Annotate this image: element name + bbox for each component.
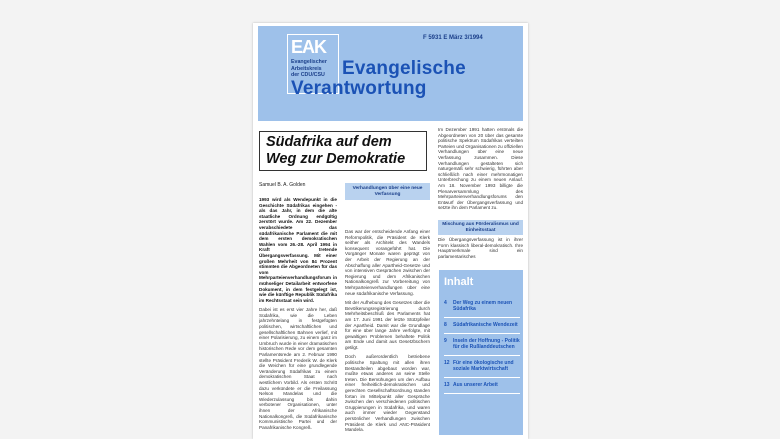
logo-line: Evangelischer	[291, 59, 327, 65]
logo-mark: EAK	[291, 37, 327, 57]
toc-item-title: Der Weg zu einem neuen Südafrika	[453, 300, 513, 312]
headline-line-1: Südafrika auf dem	[266, 134, 392, 150]
logo-line: Arbeitskreis	[291, 65, 322, 72]
body-paragraph: Mit der Aufhebung des Gesetzes über die Bevölkerungsregistrierung durch Mehrheitsbeschluß des Parlaments hat am 17. Juni 1991 der letzte Stützpfeiler der Apartheid. Damit war die Grundlage für eine über lange Jahre verfolgte, mit gewaltigen Problemen behaftete Politik am Ende und damit aus Gesetzbüchern getilgt.	[345, 300, 430, 350]
toc-item-title: Für eine ökologische und soziale Marktwirtschaft	[453, 360, 514, 372]
toc-item[interactable]	[444, 334, 520, 356]
newsletter-page	[253, 23, 528, 439]
toc-item-title: Inseln der Hoffnung - Politik für die Rußlanddeutschen	[453, 338, 520, 350]
body-paragraph: Doch außerordentlich betriebene politische Spaltung mit allen ihren Bestandteilen abgebaut worden war, mußte etwas anderes an seine Stelle treten. Die Bemühungen um den Aufbau einer freiheitlich-demokratischen und gerechten Gesellschaftsordnung standen fortan im Mittelpunkt aller Gespräche zwischen den verschiedenen politischen Gruppierungen in Südafrika, und waren auch immer wieder Gegenstand persönlicher Verhandlungen zwischen Präsident de Klerk und ANC-Präsident Mandela.	[345, 354, 430, 433]
toc-page-number: 12	[444, 360, 450, 366]
issue-number: F 5931 E März 3/1994	[423, 35, 483, 41]
body-paragraph: Das war der entscheidende Anfang einer Reformpolitik, die Präsident de Klerk seither als Architekt des Wandels konsequent vorangeführt hat. Die Vorgänger Monate waren geprägt von der Arbeit der Regierung an der Abschaffung aller Apartheid-Gesetze und von intensiven Gesprächen zwischen der Regierung und dem Afrikanischen Nationalkongreß zur Vorbereitung von Mehrparteienverhandlungen über eine neue südafrikanische Verfassung.	[345, 229, 430, 296]
subhead-mischung: Mischung aus Förderalismus und Einheitsstaat	[438, 220, 523, 235]
toc-item[interactable]	[444, 296, 520, 318]
article-column-3	[438, 127, 523, 227]
body-paragraph: Dabei ist es erst vier Jahre her, daß Südafrika, wie die Leben jahrzehntelang in festgefügten politischen, wirtschaftlichen und gesellschaftlichen Bahnen verlief, mit einer Polarisierung, zu einem ganz im Umbruch wurde in einer dramatischen historischen Rede vor dem gesamten Parlamentsrede am 2. Februar 1990 stellte Präsident Frederik W. de Klerk die Weichen für eine grundlegende Veränderung Südafrikas zu einem demokratischen Staat nach westlichem Vorbild. Als ersten Schritt dazu verkündete er die Freilassung Nelson Mandelas und die Wiederzulassung bis dahin verbotener Organisationen, unter ihnen der Afrikanische Nationalkongreß, die Südafrikanische Kommunistische Partei und der Panafrikanische Kongreß.	[259, 307, 337, 430]
lead-paragraph: 1993 wird als Wendepunkt in die Geschichte Südafrikas eingehen - als das Jahr, in dem die alte staatliche Ordnung endgültig zerstört wurde. Am 22. Dezember verabschiedete das südafrikanische Parlament die mit dem ersten demokratischen Wahlen vom 26.-28. April 1994 in Kraft tretende Übergangsverfassung. Mit einer großen Mehrheit von 84 Prozent stimmten die Abgeordneten für das vom Mehrparteienverhandlungsforum in mühseliger Detailarbeit entworfene Dokument, in dem festgelegt ist, wie die künftige Republik Südafrika im Rechtsstaat sein wird.	[259, 197, 337, 303]
logo-line: der CDU/CSU	[291, 72, 325, 79]
toc-item[interactable]	[444, 318, 520, 334]
article-headline	[266, 134, 405, 168]
subhead-verhandlungen: Verhandlungen über eine neue Verfassung	[345, 183, 430, 200]
table-of-contents	[439, 270, 523, 435]
toc-title: Inhalt	[444, 276, 474, 288]
toc-list	[444, 296, 520, 394]
article-column-2	[345, 229, 430, 437]
body-paragraph: Die Übergangsverfassung ist in ihrer Form klassisch liberal-demokratisch. Ihre Hauptmerkmale sind ein parlamentarisches	[438, 237, 523, 259]
toc-item-title: Aus unserer Arbeit	[453, 382, 498, 388]
toc-item[interactable]	[444, 356, 520, 378]
title-line-1: Evangelische	[342, 58, 466, 79]
headline-box	[259, 131, 427, 171]
toc-page-number: 13	[444, 382, 450, 388]
body-paragraph: Im Dezember 1991 hatten erstmals die Abgeordneten von 20 über das gesamte politische Spektrum Südafrikas verteilten Parteien und Organisationen zu offiziellen Verhandlungen über eine neue Verfassung zusammen. Diese Verhandlungen gestalteten sich naturgemäß sehr schwierig, führten aber schließlich nach einer mehrmonatigen Unterbrechung zu einem neuen Anlauf. Am 18. November 1993 billigte die Plenarversammlung des Mehrparteienverhandlungsforums den Entwurf der Übergangsverfassung und setzte ihn dem Parlament zu.	[438, 127, 523, 211]
toc-page-number: 4	[444, 300, 447, 306]
headline-line-2: Weg zur Demokratie	[266, 151, 406, 167]
toc-page-number: 9	[444, 338, 447, 344]
logo-text	[291, 59, 327, 79]
toc-page-number: 8	[444, 322, 447, 328]
article-column-1	[259, 197, 337, 435]
article-author: Samuel B. A. Golden	[259, 182, 306, 188]
toc-item[interactable]	[444, 378, 520, 394]
title-line-2: Verantwortung	[291, 78, 427, 99]
toc-item-title: Südafrikanische Wendezeit	[453, 322, 518, 328]
masthead	[258, 26, 523, 121]
